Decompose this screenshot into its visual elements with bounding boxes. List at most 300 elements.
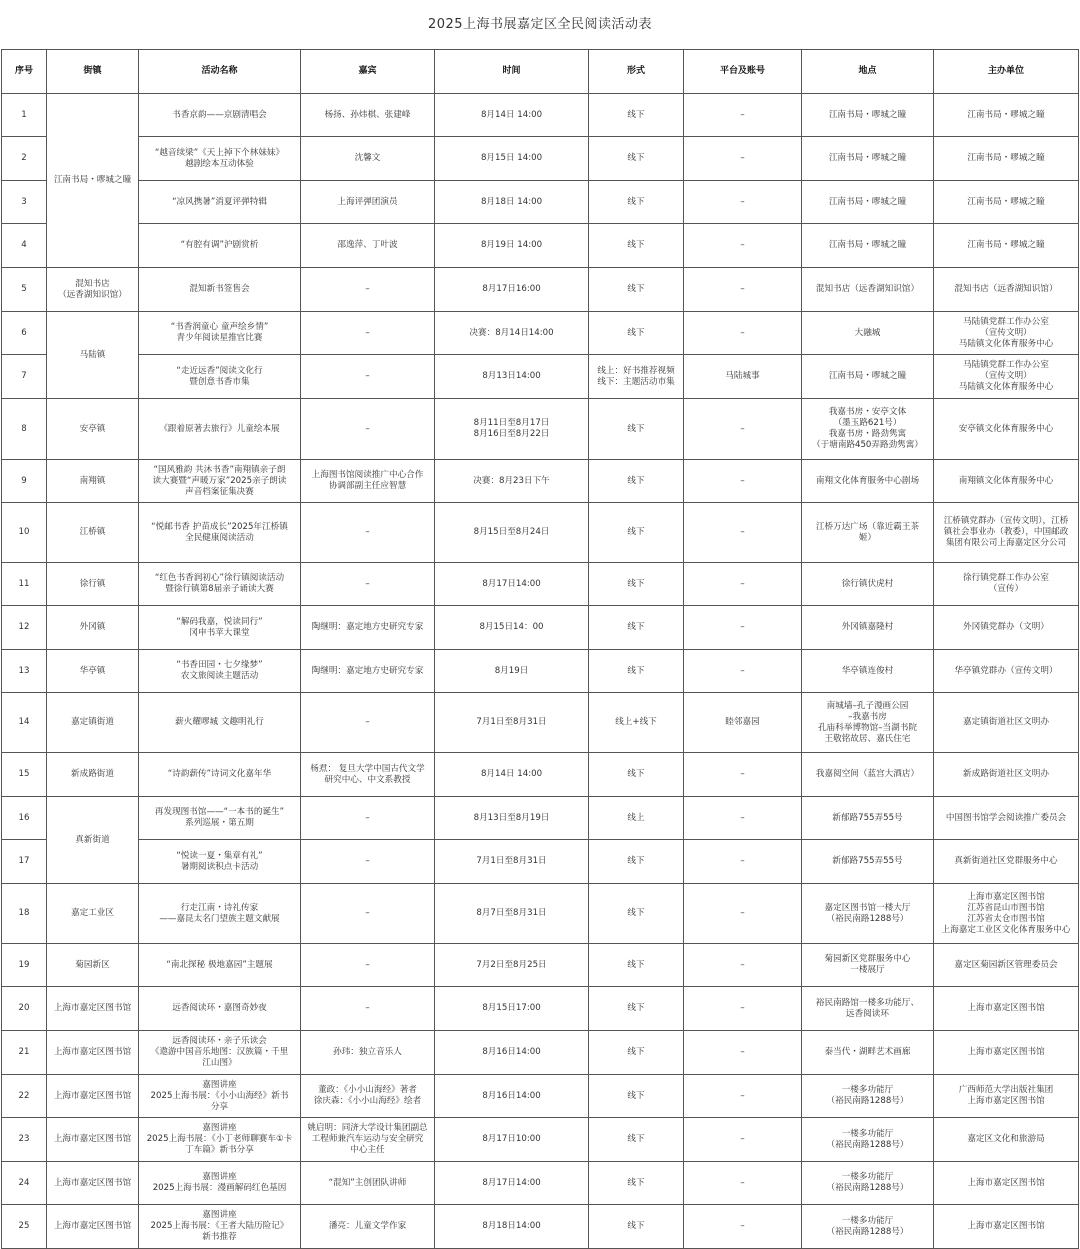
cell-host-line: 外冈镇党群办（文明） <box>963 622 1049 632</box>
cell-activity-name-line: “红色书香润初心”徐行镇阅读活动 <box>154 573 285 583</box>
cell-activity-name <box>139 753 301 797</box>
cell-host <box>934 94 1079 137</box>
cell-town: 嘉定工业区 <box>47 884 139 944</box>
cell-activity-name <box>139 399 301 460</box>
cell-venue-line: 王敬铭故居、嘉氏住宅 <box>824 733 911 744</box>
cell-activity-name <box>139 355 301 399</box>
cell-platform-line: – <box>740 109 745 120</box>
cell-platform-line: 马陆城事 <box>725 371 760 381</box>
cell-town: 上海市嘉定区图书馆 <box>47 1162 139 1205</box>
cell-host <box>934 650 1079 693</box>
cell-venue-line: 江南书局・嘐城之瞳 <box>828 240 907 250</box>
column-header-host: 主办单位 <box>934 50 1079 94</box>
cell-guest <box>301 1118 435 1162</box>
cell-guest-line: – <box>365 284 370 294</box>
cell-guest <box>301 650 435 693</box>
cell-platform <box>684 884 802 944</box>
cell-form <box>589 503 684 563</box>
cell-form-line: 线上 <box>627 812 645 823</box>
cell-activity-name-line: 嘉图讲座 <box>202 1172 237 1182</box>
cell-guest <box>301 503 435 563</box>
cell-activity-name <box>139 312 301 355</box>
cell-venue-line: （裕民南路1288号） <box>826 1139 909 1150</box>
cell-platform <box>684 753 802 797</box>
cell-venue-line: 一楼多功能厅 <box>841 1085 894 1095</box>
cell-venue-line: 姬） <box>858 532 877 543</box>
cell-venue <box>802 606 934 650</box>
cell-activity-name-line: 全民健康阅读活动 <box>185 532 254 543</box>
cell-time <box>435 693 589 753</box>
cell-time <box>435 1075 589 1118</box>
cell-time-line: 决赛：8月14日14:00 <box>469 327 554 338</box>
cell-guest <box>301 399 435 460</box>
cell-platform <box>684 693 802 753</box>
cell-form-line: 线下 <box>627 856 645 866</box>
cell-host-line: 镇社会事业办（教委），中国邮政 <box>943 527 1069 537</box>
cell-venue-line: –我嘉书房 <box>848 711 887 722</box>
table-row <box>2 693 1079 753</box>
cell-guest <box>301 1205 435 1249</box>
cell-form-line: 线上：好书推荐视频 <box>597 365 675 376</box>
cell-no: 12 <box>2 606 47 650</box>
cell-guest <box>301 94 435 137</box>
cell-activity-name-line: 声音档案征集决赛 <box>185 486 254 497</box>
cell-platform <box>684 268 802 312</box>
cell-time <box>435 460 589 503</box>
table-row <box>2 944 1079 987</box>
cell-guest-line: – <box>365 578 370 589</box>
cell-host-line: 嘉定镇街道社区文明办 <box>963 717 1049 727</box>
cell-form <box>589 1162 684 1205</box>
cell-activity-name-line: 行走江南・诗礼传家 <box>180 902 259 913</box>
cell-town: 江南书局・嘐城之瞳 <box>47 94 139 268</box>
cell-no: 5 <box>2 268 47 312</box>
cell-host-line: 马陆镇党群工作办公室 <box>963 360 1049 370</box>
cell-host <box>934 693 1079 753</box>
cell-host <box>934 224 1079 268</box>
cell-platform <box>684 137 802 181</box>
cell-host-line: 混知书店（远香湖知识馆） <box>954 284 1058 294</box>
cell-host <box>934 1205 1079 1249</box>
cell-venue-line: 华亭镇连俊村 <box>841 665 894 676</box>
cell-form-line: 线下 <box>627 1003 645 1013</box>
cell-venue-line: 我嘉阅空间（蓝宫大酒店） <box>815 769 920 779</box>
cell-activity-name <box>139 1162 301 1205</box>
table-row <box>2 987 1079 1031</box>
cell-town: 徐行镇 <box>47 563 139 606</box>
cell-guest-line: 徐庆森：《小小山海经》绘者 <box>313 1096 422 1106</box>
cell-guest-line: 沈馨文 <box>354 153 381 163</box>
cell-activity-name <box>139 1118 301 1162</box>
cell-venue-line: （裕民南路1288号） <box>826 1096 909 1106</box>
cell-activity-name-line: “悦读一夏・集章有礼” <box>176 850 263 861</box>
cell-guest-line: 潘亮：儿童文学作家 <box>328 1221 407 1231</box>
cell-activity-name-line: 读大赛暨“声暖万家”2025亲子朗读 <box>152 475 287 486</box>
cell-venue <box>802 312 934 355</box>
cell-host <box>934 987 1079 1031</box>
cell-activity-name <box>139 94 301 137</box>
table-row <box>2 268 1079 312</box>
cell-venue-line: （裕民南路1288号） <box>826 913 909 924</box>
cell-guest-line: 杨扬、孙炜棋、张建峰 <box>324 109 411 120</box>
cell-no: 11 <box>2 563 47 606</box>
cell-host-line: 上海嘉定工业区文化体育服务中心 <box>941 924 1071 935</box>
cell-town: 上海市嘉定区图书馆 <box>47 1075 139 1118</box>
cell-host <box>934 137 1079 181</box>
cell-activity-name <box>139 987 301 1031</box>
cell-activity-name-line: 新书推荐 <box>202 1232 237 1242</box>
cell-activity-name-line: “走近远香”阅读文化行 <box>176 365 263 376</box>
cell-platform-line: – <box>740 622 745 632</box>
cell-form <box>589 460 684 503</box>
cell-platform-line: – <box>740 284 745 294</box>
cell-host-line: 江苏省昆山市图书馆 <box>967 902 1045 913</box>
cell-activity-name-line: “书香润童心 童声绘乡情” <box>170 322 269 332</box>
cell-venue-line: 江南书局・嘐城之瞳 <box>828 109 907 120</box>
table-row <box>2 1205 1079 1249</box>
cell-venue <box>802 693 934 753</box>
cell-host <box>934 797 1079 840</box>
cell-platform-line: – <box>740 1090 745 1101</box>
cell-activity-name <box>139 693 301 753</box>
cell-host-line: 上海市嘉定区图书馆 <box>967 1221 1045 1231</box>
cell-venue-line: 江南书局・嘐城之瞳 <box>828 196 907 207</box>
cell-activity-name <box>139 563 301 606</box>
cell-host <box>934 460 1079 503</box>
cell-guest-line: 邵逸萍、丁叶波 <box>337 240 398 250</box>
table-row <box>2 137 1079 181</box>
cell-form-line: 线下 <box>627 959 645 970</box>
cell-activity-name-line: 2025上海书展：《王者大陆历险记》 <box>150 1221 289 1231</box>
cell-venue <box>802 1075 934 1118</box>
cell-time-line: 7月1日至8月31日 <box>476 717 547 727</box>
cell-town: 马陆镇 <box>47 312 139 399</box>
cell-host <box>934 1031 1079 1075</box>
cell-venue <box>802 884 934 944</box>
cell-town: 新成路街道 <box>47 753 139 797</box>
cell-platform <box>684 797 802 840</box>
cell-activity-name-line: “凉风携暑”消夏评弹特辑 <box>172 196 267 207</box>
cell-platform <box>684 312 802 355</box>
cell-venue <box>802 1162 934 1205</box>
cell-activity-name-line: 再发现图书馆——“一本书的诞生” <box>154 807 285 817</box>
cell-form-line: 线下 <box>627 475 645 486</box>
cell-activity-name-line: “有腔有调”沪剧赏析 <box>180 240 259 250</box>
table-row <box>2 753 1079 797</box>
cell-form-line: 线下 <box>627 153 645 163</box>
cell-venue <box>802 1205 934 1249</box>
cell-guest <box>301 753 435 797</box>
cell-form <box>589 1031 684 1075</box>
cell-platform <box>684 181 802 224</box>
cell-host-line: 上海市嘉定区图书馆 <box>967 891 1045 902</box>
cell-time <box>435 268 589 312</box>
cell-platform <box>684 1118 802 1162</box>
cell-form-line: 线下 <box>627 908 645 918</box>
cell-platform-line: – <box>740 240 745 250</box>
cell-no: 10 <box>2 503 47 563</box>
cell-venue-line: 我嘉书房・安亭文体 <box>828 407 907 417</box>
cell-host-line: 安亭镇文化体育服务中心 <box>958 423 1054 434</box>
cell-time <box>435 181 589 224</box>
cell-activity-name-line: 嘉图讲座 <box>202 1123 237 1133</box>
cell-guest-line: 陶继明：嘉定地方史研究专家 <box>311 665 424 676</box>
table-row <box>2 797 1079 840</box>
cell-venue <box>802 563 934 606</box>
cell-guest-line: 上海图书馆阅读推广中心合作 <box>311 470 424 480</box>
cell-guest <box>301 355 435 399</box>
cell-host-line: 上海市嘉定区图书馆 <box>967 1047 1045 1057</box>
cell-time <box>435 606 589 650</box>
cell-guest-line: 杨焄： 复旦大学中国古代文学 <box>310 763 425 774</box>
cell-host <box>934 563 1079 606</box>
cell-form-line: 线下 <box>627 769 645 779</box>
cell-venue <box>802 181 934 224</box>
column-header-no: 序号 <box>2 50 47 94</box>
table-body <box>2 94 1079 1249</box>
page-title: 2025上海书展嘉定区全民阅读活动表 <box>427 17 653 32</box>
activity-table <box>1 49 1079 1249</box>
cell-platform <box>684 460 802 503</box>
cell-time-line: 7月2日至8月25日 <box>476 959 547 970</box>
cell-host-line: （宣传文明） <box>980 371 1032 381</box>
cell-guest-line: – <box>365 812 370 823</box>
cell-venue-line: 南城墙–孔子漫画公园 <box>826 700 909 711</box>
cell-platform <box>684 503 802 563</box>
cell-guest-line: 孙玮：独立音乐人 <box>333 1047 402 1057</box>
cell-activity-name <box>139 224 301 268</box>
table-row <box>2 606 1079 650</box>
cell-form <box>589 987 684 1031</box>
cell-time-line: 8月17日14:00 <box>482 578 541 589</box>
cell-activity-name-line: 江山图》 <box>202 1058 237 1068</box>
cell-form-line: 线下 <box>627 240 645 250</box>
cell-host <box>934 753 1079 797</box>
cell-platform-line: – <box>740 423 745 434</box>
cell-form-line: 线下 <box>627 423 645 434</box>
cell-platform-line: – <box>740 527 745 537</box>
cell-form-line: 线下 <box>627 665 645 676</box>
cell-form <box>589 884 684 944</box>
cell-host-line: 徐行镇党群工作办公室 <box>963 573 1049 583</box>
cell-town: 外冈镇 <box>47 606 139 650</box>
cell-form <box>589 1205 684 1249</box>
cell-activity-name-line: 嘉图讲座 <box>202 1210 237 1220</box>
cell-platform-line: – <box>740 856 745 866</box>
column-header-time: 时间 <box>435 50 589 94</box>
table-row <box>2 884 1079 944</box>
cell-town: 嘉定镇街道 <box>47 693 139 753</box>
cell-host <box>934 181 1079 224</box>
cell-host-line: （宣传文明） <box>980 327 1032 338</box>
cell-form-line: 线下 <box>627 109 645 120</box>
table-row <box>2 650 1079 693</box>
cell-guest-line: – <box>365 908 370 918</box>
cell-no: 6 <box>2 312 47 355</box>
cell-venue-line: （于塘南路450弄路劲隽寓） <box>812 440 923 450</box>
table-row <box>2 94 1079 137</box>
cell-guest <box>301 224 435 268</box>
table-row <box>2 503 1079 563</box>
cell-host-line: 上海市嘉定区图书馆 <box>967 1003 1045 1013</box>
cell-form <box>589 137 684 181</box>
cell-platform-line: – <box>740 1003 745 1013</box>
cell-no: 4 <box>2 224 47 268</box>
cell-form-line: 线下 <box>627 578 645 589</box>
cell-form <box>589 1118 684 1162</box>
cell-form-line: 线下 <box>627 1047 645 1057</box>
cell-activity-name-line: 冈申书苹大课堂 <box>189 627 250 638</box>
cell-venue-line: 江南书局・嘐城之瞳 <box>828 371 907 381</box>
cell-platform <box>684 840 802 884</box>
cell-platform <box>684 563 802 606</box>
cell-venue <box>802 753 934 797</box>
cell-town <box>47 268 139 312</box>
cell-form-line: 线下：主题活动市集 <box>597 376 675 387</box>
cell-form-line: 线下 <box>627 1221 645 1231</box>
cell-venue-line: 裕民南路馆一楼多功能厅、 <box>815 997 920 1008</box>
cell-activity-name <box>139 268 301 312</box>
cell-activity-name-line: 远香阅读环・嘉图奇妙夜 <box>172 1003 267 1013</box>
cell-form <box>589 563 684 606</box>
cell-activity-name-line: 丁车篇》新书分享 <box>185 1145 254 1155</box>
cell-time <box>435 650 589 693</box>
cell-guest <box>301 181 435 224</box>
table-row <box>2 1162 1079 1205</box>
cell-host <box>934 399 1079 460</box>
cell-host-line: （宣传） <box>988 584 1024 594</box>
cell-host <box>934 312 1079 355</box>
cell-host <box>934 1118 1079 1162</box>
cell-host-line: 江苏省太仓市图书馆 <box>967 913 1045 924</box>
cell-town: 上海市嘉定区图书馆 <box>47 1031 139 1075</box>
cell-time-line: 8月15日14：00 <box>479 622 544 632</box>
cell-town: 安亭镇 <box>47 399 139 460</box>
cell-host <box>934 840 1079 884</box>
table-row <box>2 224 1079 268</box>
cell-host-line: 华亭镇党群办（宣传文明） <box>954 665 1058 676</box>
cell-venue <box>802 503 934 563</box>
cell-venue <box>802 944 934 987</box>
cell-venue-line: 外冈镇嘉隆村 <box>841 622 894 632</box>
cell-host-line: 江桥镇党群办（宣传文明），江桥 <box>943 516 1069 526</box>
cell-no: 3 <box>2 181 47 224</box>
cell-venue-line: 大融城 <box>854 327 881 338</box>
cell-activity-name-line: 混知新书签售会 <box>189 284 250 294</box>
cell-no: 25 <box>2 1205 47 1249</box>
cell-form-line: 线下 <box>627 622 645 632</box>
cell-venue-line: 嘉定区图书馆一楼大厅 <box>824 902 911 913</box>
cell-time <box>435 944 589 987</box>
column-header-town: 街镇 <box>47 50 139 94</box>
cell-venue <box>802 797 934 840</box>
cell-guest <box>301 987 435 1031</box>
cell-form-line: 线下 <box>627 196 645 207</box>
cell-time <box>435 563 589 606</box>
cell-platform-line: – <box>740 578 745 589</box>
cell-venue-line: 新郁路755弄55号 <box>832 812 903 823</box>
cell-venue <box>802 268 934 312</box>
cell-time-line: 8月16日14:00 <box>482 1047 541 1057</box>
cell-activity-name-line: 《跟着原著去旅行》儿童绘本展 <box>159 423 280 434</box>
cell-no: 22 <box>2 1075 47 1118</box>
cell-guest <box>301 563 435 606</box>
cell-no: 2 <box>2 137 47 181</box>
cell-platform <box>684 399 802 460</box>
cell-guest-line: – <box>365 423 370 434</box>
cell-time-line: 8月19日 <box>494 665 529 676</box>
cell-host <box>934 268 1079 312</box>
cell-time-line: 8月18日 14:00 <box>480 196 543 207</box>
cell-venue <box>802 1031 934 1075</box>
cell-activity-name-line: “悦邮书香 护苗成长”2025年江桥镇 <box>151 521 288 532</box>
cell-activity-name <box>139 1205 301 1249</box>
cell-activity-name-line: 暨徐行镇第8届亲子诵读大赛 <box>165 584 274 594</box>
cell-venue <box>802 987 934 1031</box>
cell-activity-name <box>139 1031 301 1075</box>
cell-form <box>589 355 684 399</box>
cell-form <box>589 224 684 268</box>
cell-form <box>589 94 684 137</box>
cell-activity-name-line: “诗韵薪传”诗词文化嘉年华 <box>167 769 272 779</box>
cell-time-line: 8月7日至8月31日 <box>476 908 547 918</box>
cell-guest <box>301 606 435 650</box>
cell-guest-line: 陶继明：嘉定地方史研究专家 <box>311 622 424 632</box>
cell-time-line: 8月17日16:00 <box>482 284 541 294</box>
cell-form-line: 线下 <box>627 1134 645 1144</box>
cell-activity-name <box>139 650 301 693</box>
cell-platform-line: – <box>740 908 745 918</box>
cell-activity-name-line: “越音续梁”《天上掉下个林妹妹》 <box>154 147 285 158</box>
cell-platform-line: – <box>740 812 745 823</box>
cell-time-line: 8月15日 14:00 <box>480 153 543 163</box>
cell-platform-line: – <box>740 665 745 676</box>
cell-venue <box>802 94 934 137</box>
cell-venue-line: 孔庙科举博物馆–当湖书院 <box>818 722 917 733</box>
cell-platform <box>684 94 802 137</box>
cell-guest-line: – <box>365 527 370 537</box>
cell-time <box>435 503 589 563</box>
cell-form-line: 线上+线下 <box>615 717 657 727</box>
cell-form <box>589 1075 684 1118</box>
table-row <box>2 1118 1079 1162</box>
cell-time-line: 7月1日至8月31日 <box>476 856 547 866</box>
cell-guest-line: 研究中心、中文系教授 <box>324 774 411 785</box>
cell-activity-name-line: “书香田园・七夕缘梦” <box>176 660 263 670</box>
cell-host <box>934 1162 1079 1205</box>
cell-time-line: 8月14日 14:00 <box>480 109 543 120</box>
cell-form <box>589 312 684 355</box>
cell-platform-line: – <box>740 1047 745 1057</box>
cell-town: 江桥镇 <box>47 503 139 563</box>
table-row <box>2 460 1079 503</box>
cell-activity-name-line: 《遨游中国音乐地图：汉族篇・千里 <box>150 1047 289 1057</box>
cell-town: 上海市嘉定区图书馆 <box>47 1205 139 1249</box>
cell-form <box>589 650 684 693</box>
cell-time-line: 8月18日14:00 <box>482 1221 541 1231</box>
table-row <box>2 840 1079 884</box>
cell-venue <box>802 399 934 460</box>
cell-guest <box>301 884 435 944</box>
cell-guest-line: 董政：《小小山海经》著者 <box>318 1085 417 1095</box>
cell-guest-line: – <box>365 1003 370 1013</box>
cell-no: 21 <box>2 1031 47 1075</box>
cell-time <box>435 1031 589 1075</box>
cell-town: 上海市嘉定区图书馆 <box>47 987 139 1031</box>
table-row <box>2 1075 1079 1118</box>
cell-guest <box>301 268 435 312</box>
cell-time <box>435 884 589 944</box>
